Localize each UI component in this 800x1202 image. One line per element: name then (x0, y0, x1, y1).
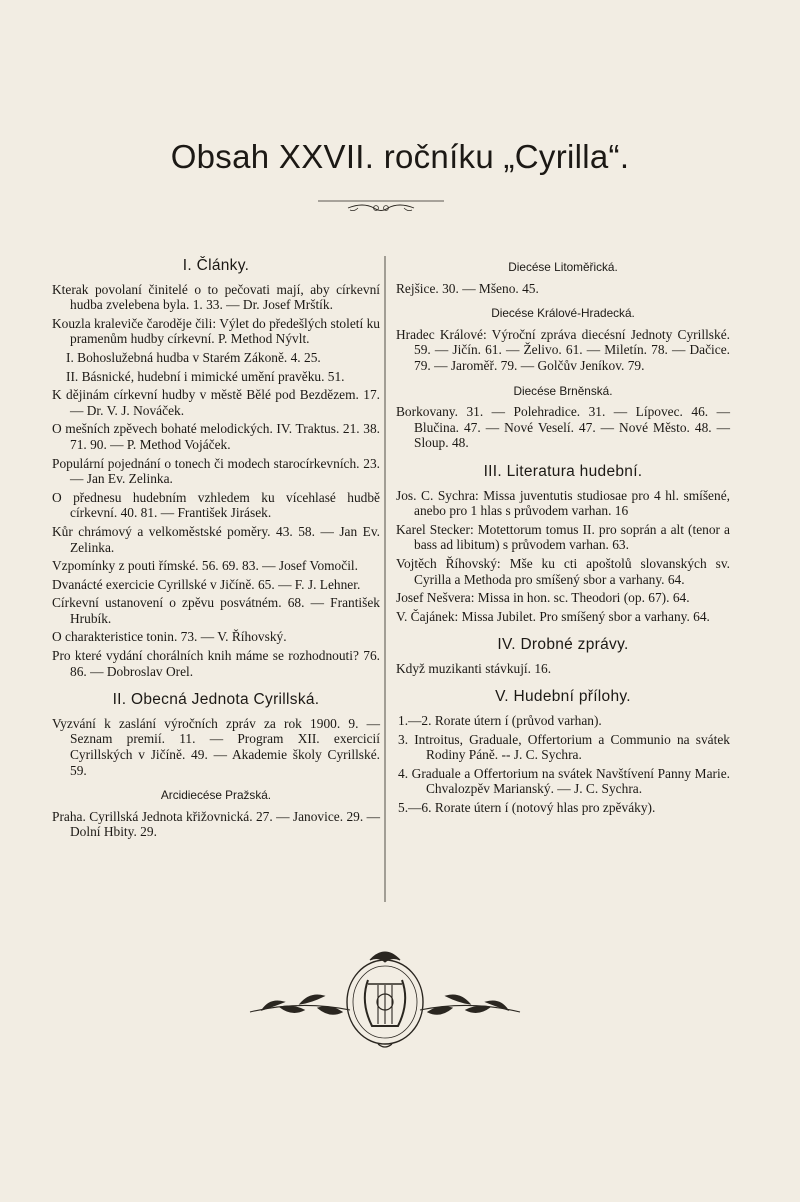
list-item: Kterak povolaní činitelé o to pečovati mají, aby církevní hudba zvelebena byla. 1. 33. — Dr. Josef Mrštík. (52, 281, 380, 313)
list-item: Karel Stecker: Motettorum tomus II. pro soprán a alt (tenor a bass ad libitum) s průvodem varhan. 63. (396, 521, 730, 553)
subsection-heading-praha: Arcidiecése Pražská. (160, 788, 272, 803)
list-item: Pro které vydání chorálních knih máme se rozhodnouti? 76. 86. — Dobroslav Orel. (52, 648, 380, 679)
list-item: O charakteristice tonin. 73. — V. Říhovský. (52, 629, 287, 645)
section-heading-literatura: III. Literatura hudební. (483, 462, 643, 480)
list-item: Dvanácté exercicie Cyrillské v Jičíně. 65. — F. J. Lehner. (52, 576, 361, 592)
list-item: 3. Introitus, Graduale, Offertorium a Communio na svátek Rodiny Páně. -- J. C. Sychra. (398, 731, 730, 763)
list-item: K dějinám církevní hudby v městě Bělé pod Bezdězem. 17. — Dr. V. J. Nováček. (52, 387, 380, 418)
list-item: 4. Graduale a Offertorium na svátek Navštívení Panny Marie. Chvalozpěv Marianský. — J. C. Sychra. (398, 765, 730, 797)
list-item: Hradec Králové: Výroční zpráva diecésní Jednoty Cyrillské. 59. — Jičín. 61. — Želivo. 61. — Miletín. 78. — Dačice. 79. — Jaroměř. 79. — Golčův Jeníkov. 79. (396, 326, 730, 373)
list-item: O mešních zpěvech bohaté melodických. IV. Traktus. 21. 38. 71. 90. — P. Method Vojáček. (52, 421, 380, 452)
list-item: Jos. C. Sychra: Missa juventutis studiosae pro 4 hl. smíšené, anebo pro 1 hlas s průvodem varhan. 16 (396, 487, 730, 519)
list-item: Josef Nešvera: Missa in hon. sc. Theodori (op. 67). 64. (396, 590, 690, 606)
subsection-heading-hradec: Diecése Králové-Hradecká. (491, 306, 635, 321)
list-item: Vojtěch Říhovský: Mše ku cti apoštolů slovanských sv. Cyrilla a Methoda pro smíšený sbor a varhany. 64. (396, 555, 730, 587)
list-item: Vyzvání k zaslání výročních zpráv za rok 1900. 9. — Seznam premií. 11. — Program XII. exercicií Cyrillských v Jičíně. 49. — Akademie školy Cyrillské. 59. (52, 715, 380, 778)
right-column (396, 258, 730, 819)
subsection-heading-litomerice: Diecése Litoměřická. (508, 260, 618, 274)
section-heading-drobne: IV. Drobné zprávy. (497, 636, 629, 654)
list-item: Církevní ustanovení o zpěvu posvátném. 68. — František Hrubík. (52, 595, 380, 626)
title-ornament (318, 198, 444, 216)
list-item: Vzpomínky z pouti římské. 56. 69. 83. — Josef Vomočil. (52, 558, 358, 574)
list-item: 1.—2. Rorate útern í (průvod varhan). (398, 713, 602, 729)
subsection-heading-brno: Diecése Brněnská. (513, 383, 613, 398)
list-item: 5.—6. Rorate útern í (notový hlas pro zpěváky). (398, 800, 656, 816)
section-heading-prilohy: V. Hudební přílohy. (495, 688, 631, 706)
list-item: O přednesu hudebním vzhledem ku vícehlasé hudbě církevní. 40. 81. — František Jirásek. (52, 489, 380, 521)
list-item: Populární pojednání o tonech či modech starocírkevních. 23. — Jan Ev. Zelinka. (52, 455, 380, 487)
list-item: Kouzla kraleviče čaroděje čili: Výlet do předešlých století ku pramenům hudby církevní. P. Method Nývlt. (52, 315, 380, 347)
column-divider (384, 256, 386, 902)
list-item: Praha. Cyrillská Jednota křižovnická. 27. — Janovice. 29. — Dolní Hbity. 29. (52, 808, 380, 840)
list-item: V. Čajánek: Missa Jubilet. Pro smíšený sbor a varhany. 64. (396, 608, 710, 624)
page-title: Obsah XXVII. ročníku „Cyrilla“. (170, 138, 630, 175)
list-item: Kůr chrámový a velkoměstské poměry. 43. 58. — Jan Ev. Zelinka. (52, 523, 380, 555)
section-heading-clanky: I. Články. (182, 257, 250, 274)
list-item: I. Bohoslužebná hudba v Starém Zákoně. 4. 25. (66, 349, 321, 365)
list-item: II. Básnické, hudební i mimické umění pravěku. 51. (66, 368, 345, 384)
section-heading-jednota: II. Obecná Jednota Cyrillská. (112, 691, 320, 709)
lyre-vignette-icon (240, 940, 530, 1050)
left-column (52, 258, 380, 843)
list-item: Rejšice. 30. — Mšeno. 45. (396, 280, 539, 296)
list-item: Borkovany. 31. — Polehradice. 31. — Lípovec. 46. — Blučina. 47. — Nové Veselí. 47. — Nové Město. 48. — Sloup. 48. (396, 404, 730, 451)
list-item: Když muzikanti stávkují. 16. (396, 660, 552, 676)
